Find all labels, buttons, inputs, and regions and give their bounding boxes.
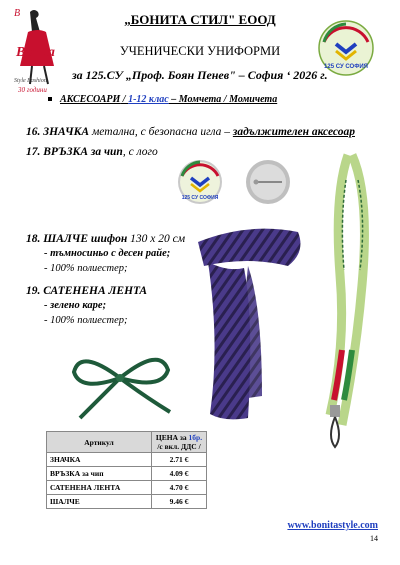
item-16 [26,126,355,138]
section-range: 1-12 клас [128,94,169,105]
bullet-marker [48,97,52,101]
table-header-unit: 1бр. [188,433,203,442]
item-19 [26,285,147,297]
badge-text: 125 СУ СОФИЯ [324,64,368,70]
school-badge-logo [318,20,374,76]
item-16-head: 16. ЗНАЧКА [26,126,90,138]
badge-print-text: 125 СУ СОФИЯ [181,195,219,201]
item-17-head: 17. ВРЪЗКА [26,146,89,158]
section-label: АКСЕСОАРИ [60,94,121,105]
item-16-note: задължителен аксесоар [232,126,355,138]
svg-text:B: B [14,8,21,19]
lanyard-image [300,150,390,470]
table-row [47,453,207,467]
logo-sub-text: Style Fashion [14,78,47,84]
table-cell-price: 2.71 € [152,453,207,467]
item-19-head: 19. САТЕНЕНА ЛЕНТА [26,285,147,297]
table-cell-price: 4.70 € [152,481,207,495]
item-19-detail-color: - зелено каре; [44,300,107,311]
item-18-head: 18. ШАЛЧЕ шифон [26,233,128,245]
page-number: 14 [370,534,378,543]
table-header-row [47,432,207,453]
item-17-mid: за чип [88,146,123,158]
table-row [47,495,207,509]
table-header-article: Артикул [47,432,152,453]
logo-years-text: 30 години [18,86,47,94]
table-cell-price: 4.09 € [152,467,207,481]
item-16-desc: метална, с безопасна игла – [89,126,233,138]
ribbon-image [64,342,176,422]
item-18 [26,233,185,245]
section-heading [60,94,277,105]
table-cell-name: ШАЛЧЕ [47,495,152,509]
section-separator: / [120,94,129,105]
school-line: за 125.СУ „Проф. Боян Пенев" – София ‘ 2026 г. [72,68,328,82]
logo-brand-text: Bonita [16,45,55,60]
page-title: УЧЕНИЧЕСКИ УНИФОРМИ [119,44,281,58]
table-header-price: ЦЕНА за 1бр. /с вкл. ДДС / [152,432,207,453]
item-18-detail-material: - 100% полиестер; [44,263,128,274]
table-row [47,467,207,481]
item-18-detail-color: - тъмносиньо с десен райе; [44,248,171,259]
table-cell-name: САТЕНЕНА ЛЕНТА [47,481,152,495]
table-header-vat: /с вкл. ДДС / [157,442,201,451]
table-cell-price: 9.46 € [152,495,207,509]
table-cell-name: ЗНАЧКА [47,453,152,467]
badge-back-image [244,158,292,206]
scarf-image [188,222,306,422]
table-row [47,481,207,495]
item-17-desc: , с лого [122,146,158,158]
badge-front-image [176,158,224,206]
item-18-size: 130 х 20 см [127,233,186,245]
website-link[interactable]: www.bonitastyle.com [287,520,378,531]
section-rest: – Момчета / Момичета [168,94,278,105]
table-cell-name: ВРЪЗКА за чип [47,467,152,481]
price-table [46,431,207,509]
item-19-detail-material: - 100% полиестер; [44,315,128,326]
company-name: „БОНИТА СТИЛ" ЕООД [124,12,276,27]
item-17 [26,146,158,158]
